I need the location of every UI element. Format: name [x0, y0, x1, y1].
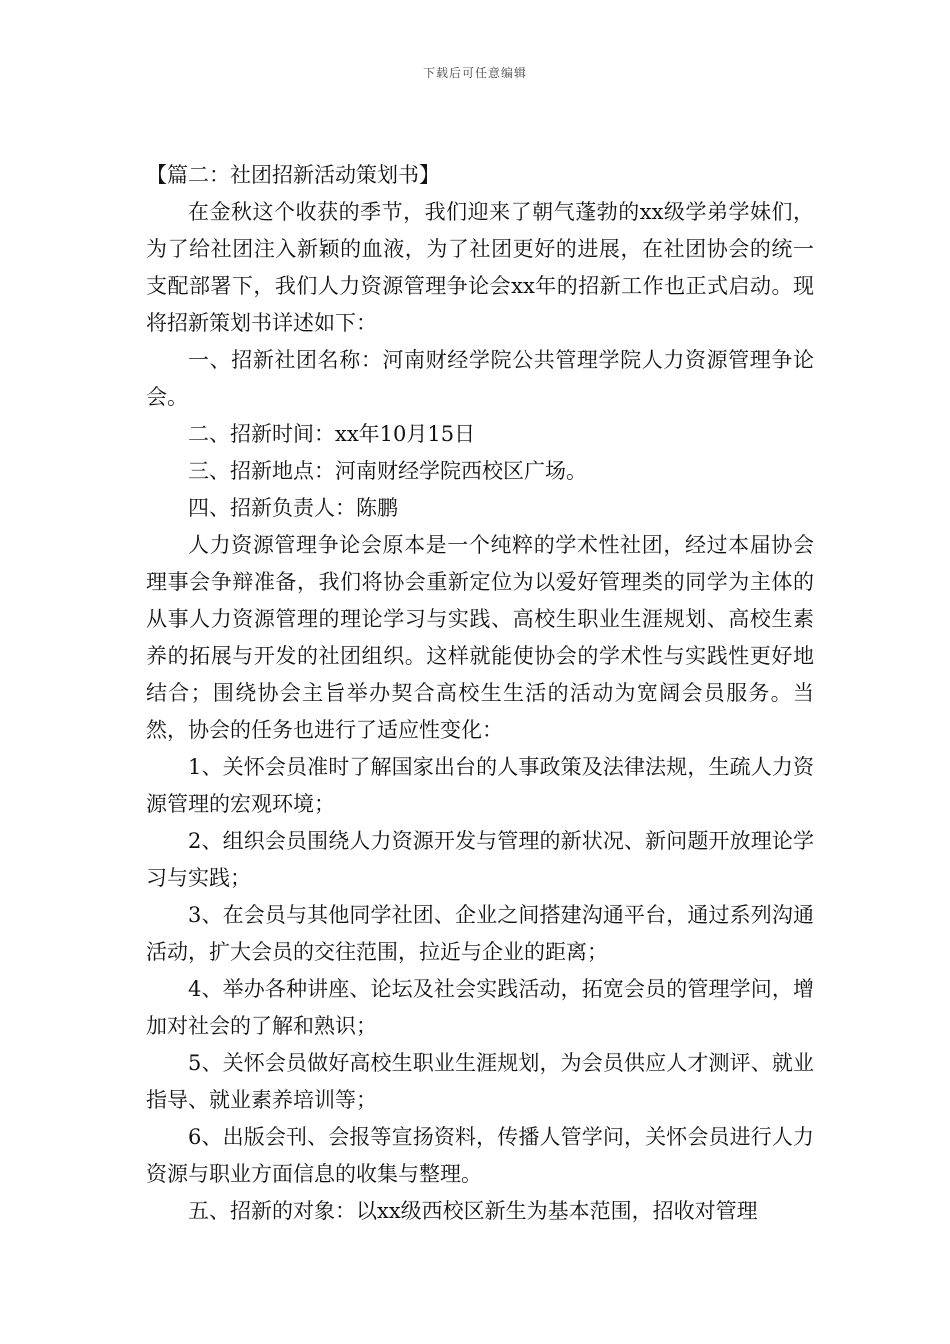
task-item-3: 3、在会员与其他同学社团、企业之间搭建沟通平台，通过系列沟通活动，扩大会员的交往范围，拉近与企业的距离；	[146, 903, 814, 964]
task-item-2: 2、组织会员围绕人力资源开发与管理的新状况、新问题开放理论学习与实践；	[146, 829, 814, 890]
task-item-4: 4、举办各种讲座、论坛及社会实践活动，拓宽会员的管理学问，增加对社会的了解和熟识；	[146, 977, 814, 1038]
task-item-5: 5、关怀会员做好高校生职业生涯规划，为会员供应人才测评、就业指导、就业素养培训等；	[146, 1051, 814, 1112]
section-title: 【篇二：社团招新活动策划书】	[146, 163, 440, 187]
task-item-1: 1、关怀会员准时了解国家出台的人事政策及法律法规，生疏人力资源管理的宏观环境；	[146, 755, 814, 816]
item-club-name: 一、招新社团名称：河南财经学院公共管理学院人力资源管理争论会。	[146, 348, 814, 409]
task-item-6: 6、出版会刊、会报等宣扬资料，传播人管学问，关怀会员进行人力资源与职业方面信息的收集与整理。	[146, 1125, 814, 1186]
association-description: 人力资源管理争论会原本是一个纯粹的学术性社团，经过本届协会理事会争辩准备，我们将协会重新定位为以爱好管理类的同学为主体的从事人力资源管理的理论学习与实践、高校生职业生涯规划、高校生素养的拓展与开发的社团组织。这样就能使协会的学术性与实践性更好地结合；围绕协会主旨举办契合高校生生活的活动为宽阔会员服务。当然，协会的任务也进行了适应性变化：	[146, 533, 814, 742]
header-note: 下载后可任意编辑	[422, 66, 527, 80]
document-body	[146, 157, 814, 1230]
item-recruit-leader: 四、招新负责人：陈鹏	[188, 496, 398, 520]
item-recruit-location: 三、招新地点：河南财经学院西校区广场。	[188, 459, 587, 483]
intro-paragraph: 在金秋这个收获的季节，我们迎来了朝气蓬勃的xx级学弟学妹们，为了给社团注入新颖的血液，为了社团更好的进展，在社团协会的统一支配部署下，我们人力资源管理争论会xx年的招新工作也正式启动。现将招新策划书详述如下：	[146, 200, 814, 335]
item-recruit-target: 五、招新的对象：以xx级西校区新生为基本范围，招收对管理	[188, 1199, 758, 1223]
item-recruit-time: 二、招新时间：xx年10月15日	[188, 422, 476, 446]
